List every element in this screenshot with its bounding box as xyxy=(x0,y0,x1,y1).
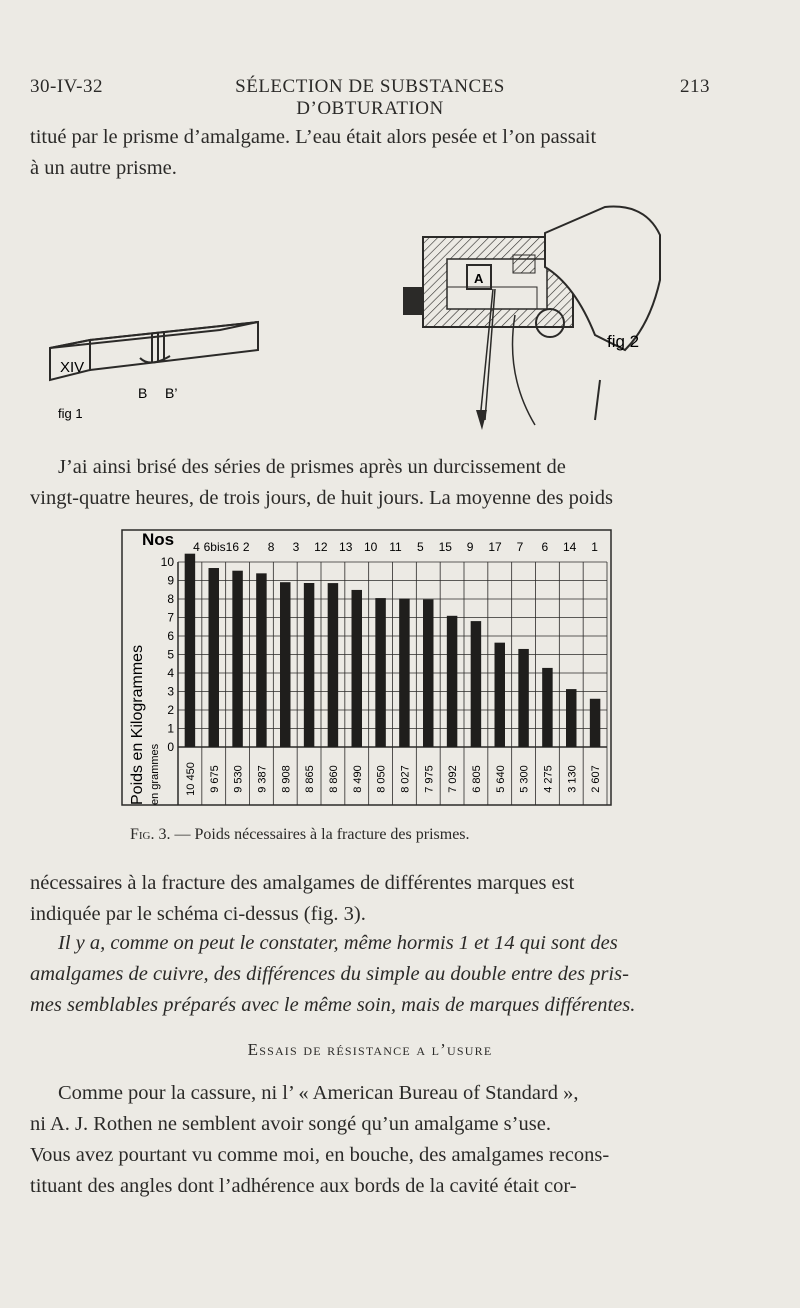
chart-value-label: 8 865 xyxy=(304,765,317,793)
text-line: amalgames de cuivre, des différences du simple au double entre des pris- xyxy=(30,963,629,985)
chart-category-label: 6bis16 xyxy=(203,540,240,554)
chart-bar xyxy=(232,571,242,747)
chart-y-ticks xyxy=(161,555,175,754)
chart-category-label: 13 xyxy=(339,540,353,554)
chart-value-label: 9 387 xyxy=(256,765,269,793)
chart-category-label: 5 xyxy=(417,540,424,554)
header-date: 30-IV-32 xyxy=(30,76,103,97)
chart-y-subtitle: en grammes xyxy=(149,743,161,805)
chart-bar xyxy=(423,599,433,747)
page-number: 213 xyxy=(680,76,710,97)
chart-category-label: 2 xyxy=(242,540,250,554)
chart-value-label: 6 805 xyxy=(470,765,483,793)
chart-y-title: Poids en Kilogrammes xyxy=(129,644,146,805)
chart-category-label: 15 xyxy=(438,540,452,554)
paragraph-3 xyxy=(30,868,706,930)
chart-value-label: 8 860 xyxy=(327,765,340,793)
chart-bar xyxy=(328,583,338,747)
text-line: vingt-quatre heures, de trois jours, de huit jours. La moyenne des poids xyxy=(30,487,613,509)
chart-category-label: 11 xyxy=(389,540,402,554)
chart-bar xyxy=(209,568,219,747)
figure-3-caption xyxy=(130,826,630,844)
chart-category-label: 1 xyxy=(591,540,598,554)
caption-fig-label: Fig. 3. xyxy=(130,826,171,843)
chart-bar xyxy=(590,699,600,747)
chart-x-title: Nos xyxy=(142,530,175,549)
chart-y-tick-label: 6 xyxy=(167,629,174,643)
chart-bar xyxy=(352,590,362,747)
chart-category-label: 3 xyxy=(292,540,300,554)
chart-y-tick-label: 4 xyxy=(167,666,174,680)
chart-bar xyxy=(471,621,481,747)
section-title: Essais de résistance a l’usure xyxy=(247,1040,493,1059)
chart-value-labels xyxy=(185,762,602,796)
chart-category-label: 9 xyxy=(466,540,474,554)
chart-value-label: 8 490 xyxy=(351,765,364,793)
chart-y-tick-label: 8 xyxy=(167,592,174,606)
text-line: titué par le prisme d’amalgame. L’eau était alors pesée et l’on passait xyxy=(30,126,597,148)
chart-y-tick-label: 1 xyxy=(167,721,174,736)
chart-y-tick-label: 3 xyxy=(167,684,174,699)
chart-bar xyxy=(256,573,266,747)
text-line: nécessaires à la fracture des amalgames de différentes marques est xyxy=(30,872,575,894)
text-line: à un autre prisme. xyxy=(30,157,177,179)
figure-3-chart xyxy=(120,525,615,810)
text-line: mes semblables préparés avec le même soin, mais de marques différentes. xyxy=(30,994,636,1016)
chart-value-label: 9 675 xyxy=(208,765,221,793)
chart-y-tick-label: 2 xyxy=(167,703,174,717)
chart-value-label: 2 607 xyxy=(590,765,603,793)
chart-value-label: 5 640 xyxy=(494,765,507,793)
text-line: indiquée par le schéma ci-dessus (fig. 3). xyxy=(30,903,366,925)
chart-category-label: 14 xyxy=(562,540,577,554)
chart-value-label: 3 130 xyxy=(566,765,579,793)
chart-value-label: 7 975 xyxy=(423,765,436,793)
chart-bar xyxy=(375,598,385,747)
chart-category-label: 17 xyxy=(488,540,502,554)
fig2-part-label: A xyxy=(474,271,484,286)
chart-bar xyxy=(447,616,457,747)
paragraph-1 xyxy=(30,122,706,184)
chart-bar xyxy=(518,649,528,747)
chart-bar xyxy=(399,599,409,747)
chart-category-label: 4 xyxy=(193,540,200,554)
fig1-label: fig 1 xyxy=(58,406,83,421)
chart-categories xyxy=(193,540,598,554)
header-title: SÉLECTION DE SUBSTANCES D’OBTURATION xyxy=(235,76,505,119)
chart-bar xyxy=(304,583,314,747)
chart-y-tick-label: 5 xyxy=(167,647,174,662)
chart-y-tick-label: 9 xyxy=(167,573,174,588)
text-line: tituant des angles dont l’adhérence aux bords de la cavité était cor- xyxy=(30,1175,577,1197)
chart-bar xyxy=(566,689,576,747)
chart-bar xyxy=(185,554,195,747)
chart-category-label: 8 xyxy=(267,540,275,554)
chart-value-label: 8 908 xyxy=(280,765,293,793)
chart-value-label: 8 027 xyxy=(399,765,412,793)
chart-value-label: 10 450 xyxy=(184,762,197,796)
fig2-label: fig 2 xyxy=(607,332,640,351)
chart-category-label: 10 xyxy=(363,540,378,554)
text-line: Comme pour la cassure, ni l’ « American Bureau of Standard », xyxy=(58,1082,579,1104)
chart-category-label: 12 xyxy=(314,540,328,554)
figure-1 xyxy=(40,300,280,440)
chart-y-tick-label: 10 xyxy=(160,555,174,569)
chart-value-label: 9 530 xyxy=(232,765,245,793)
text-line: Il y a, comme on peut le constater, même hormis 1 et 14 qui sont des xyxy=(58,932,618,954)
chart-y-tick-label: 7 xyxy=(167,610,174,625)
text-line: ni A. J. Rothen ne semblent avoir songé qu’un amalgame s’use. xyxy=(30,1113,551,1135)
text-line: Vous avez pourtant vu comme moi, en bouche, des amalgames recons- xyxy=(30,1144,610,1166)
chart-value-label: 7 092 xyxy=(447,765,460,793)
text-line: J’ai ainsi brisé des séries de prismes après un durcissement de xyxy=(58,456,566,478)
chart-category-label: 7 xyxy=(516,540,524,554)
running-header xyxy=(30,76,710,119)
chart-y-tick-label: 0 xyxy=(167,740,174,754)
figure-2 xyxy=(395,195,675,440)
chart-value-label: 4 275 xyxy=(542,765,555,793)
chart-value-label: 8 050 xyxy=(375,765,388,793)
chart-bar xyxy=(542,668,552,747)
paragraph-4 xyxy=(30,928,706,1021)
fig1-mark-b-prime: B’ xyxy=(165,385,178,401)
caption-text: — Poids nécessaires à la fracture des prismes. xyxy=(170,826,470,843)
chart-bar xyxy=(495,643,505,747)
chart-bar xyxy=(280,582,290,747)
fig1-specimen-label: XIV xyxy=(60,359,85,376)
chart-value-label: 5 300 xyxy=(518,765,531,793)
paragraph-2 xyxy=(30,452,706,514)
fig1-mark-b: B xyxy=(138,385,148,401)
chart-category-label: 6 xyxy=(541,540,549,554)
paragraph-5 xyxy=(30,1078,706,1202)
